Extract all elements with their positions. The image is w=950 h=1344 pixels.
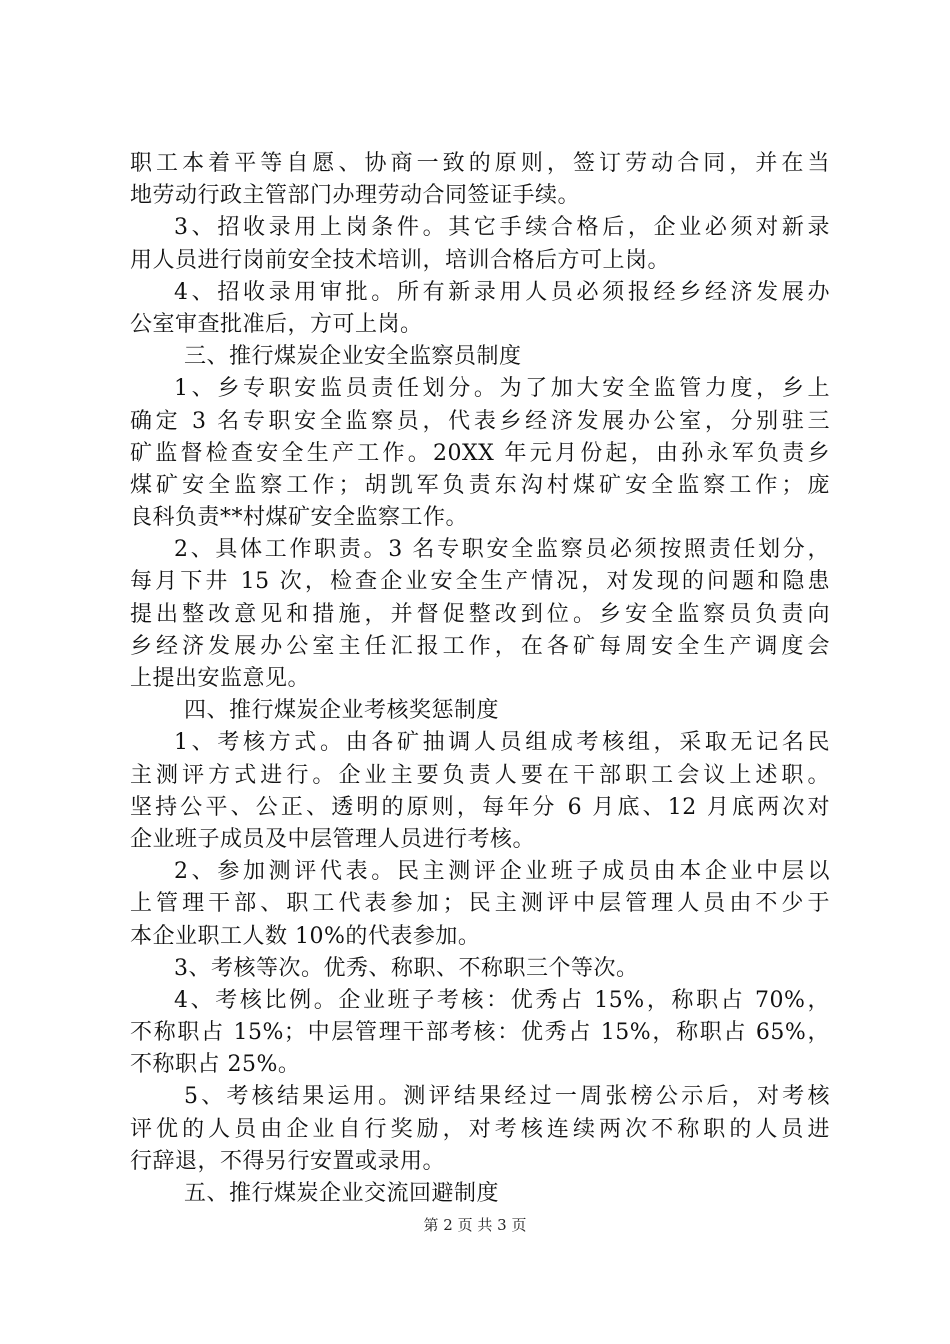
body-line: 矿监督检查安全生产工作。20XX 年元月份起，由孙永军负责乡 [130, 440, 830, 466]
body-line: 确定 3 名专职安全监察员，代表乡经济发展办公室，分别驻三 [130, 408, 830, 434]
body-line: 行辞退，不得另行安置或录用。 [130, 1148, 446, 1174]
body-line: 不称职占 15%；中层管理干部考核：优秀占 15%，称职占 65%， [130, 1020, 830, 1046]
section-heading: 四、推行煤炭企业考核奖惩制度 [184, 698, 500, 724]
body-line: 1、考核方式。由各矿抽调人员组成考核组，采取无记名民 [174, 730, 830, 756]
body-line: 2、参加测评代表。民主测评企业班子成员由本企业中层以 [174, 859, 830, 885]
body-line: 提出整改意见和措施，并督促整改到位。乡安全监察员负责向 [130, 601, 830, 627]
section-heading: 五、推行煤炭企业交流回避制度 [184, 1181, 500, 1206]
page-number: 第 2 页 共 3 页 [423, 1216, 527, 1234]
body-line: 每月下井 15 次，检查企业安全生产情况，对发现的问题和隐患 [130, 569, 830, 595]
body-line: 用人员进行岗前安全技术培训，培训合格后方可上岗。 [130, 247, 671, 273]
body-line: 上管理干部、职工代表参加；民主测评中层管理人员由不少于 [130, 891, 830, 917]
body-line: 职工本着平等自愿、协商一致的原则，签订劳动合同，并在当 [130, 151, 830, 176]
body-line: 1、乡专职安监员责任划分。为了加大安全监管力度，乡上 [174, 376, 830, 402]
body-line: 企业班子成员及中层管理人员进行考核。 [130, 826, 536, 852]
body-line: 坚持公平、公正、透明的原则，每年分 6 月底、12 月底两次对 [130, 794, 830, 820]
body-line: 本企业职工人数 10%的代表参加。 [130, 923, 481, 949]
body-line: 地劳动行政主管部门办理劳动合同签证手续。 [130, 183, 581, 209]
body-line: 上提出安监意见。 [130, 666, 311, 691]
body-line: 主测评方式进行。企业主要负责人要在干部职工会议上述职。 [130, 762, 830, 788]
body-line: 2、具体工作职责。3 名专职安全监察员必须按照责任划分， [174, 537, 830, 563]
body-line: 3、考核等次。优秀、称职、不称职三个等次。 [174, 955, 639, 981]
body-line: 煤矿安全监察工作；胡凯军负责东沟村煤矿安全监察工作；庞 [130, 472, 830, 498]
body-line: 不称职占 25%。 [130, 1052, 301, 1078]
body-line: 公室审查批准后，方可上岗。 [130, 311, 423, 337]
body-line: 4、考核比例。企业班子考核：优秀占 15%，称职占 70%， [174, 987, 830, 1013]
body-line: 评优的人员由企业自行奖励，对考核连续两次不称职的人员进 [130, 1116, 830, 1142]
body-line: 乡经济发展办公室主任汇报工作，在各矿每周安全生产调度会 [130, 633, 830, 659]
section-heading: 三、推行煤炭企业安全监察员制度 [184, 344, 522, 370]
body-line: 5、考核结果运用。测评结果经过一周张榜公示后，对考核 [184, 1084, 830, 1110]
body-line: 3、招收录用上岗条件。其它手续合格后，企业必须对新录 [174, 215, 830, 241]
body-line: 良科负责**村煤矿安全监察工作。 [130, 505, 469, 531]
document-body [130, 148, 830, 1210]
body-line: 4、招收录用审批。所有新录用人员必须报经乡经济发展办 [174, 279, 830, 305]
